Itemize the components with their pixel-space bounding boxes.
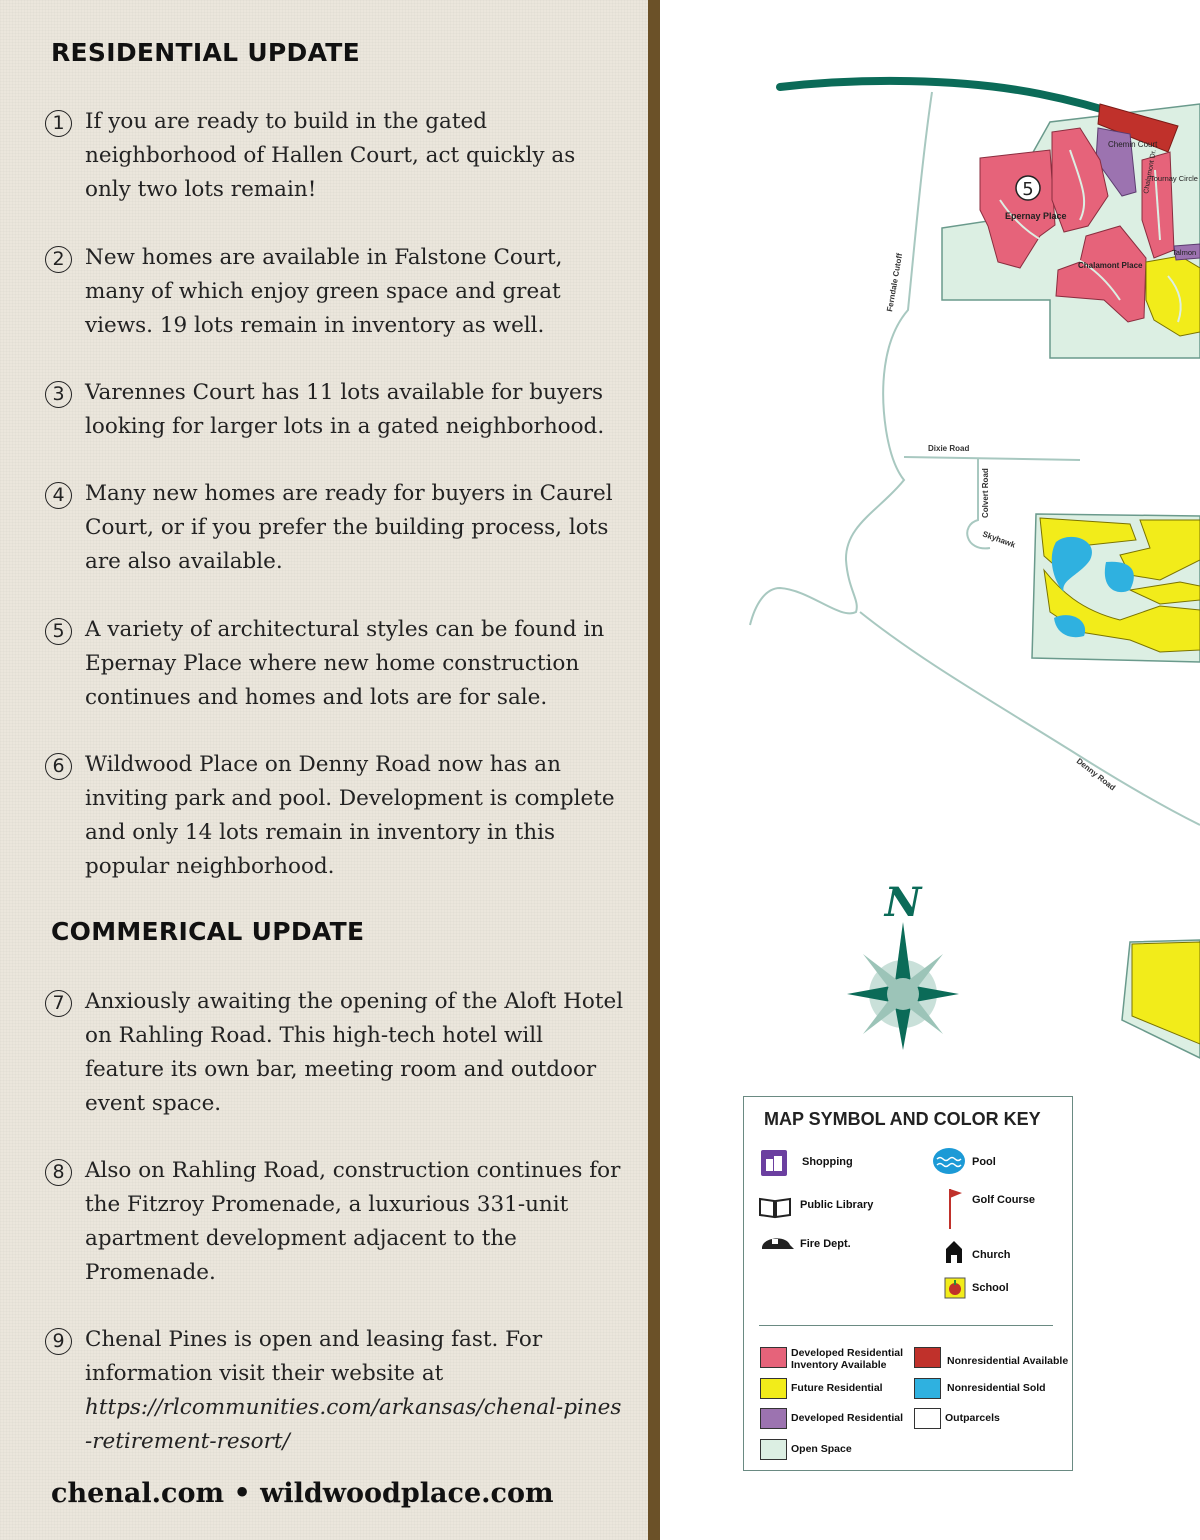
chalamont-drive-label: Chalamont Dr. <box>1143 149 1158 195</box>
school-icon <box>944 1277 966 1299</box>
map-key <box>743 1096 1073 1471</box>
list-item <box>45 105 625 207</box>
swatch-outparcels <box>914 1408 941 1429</box>
item-number-6: 6 <box>45 753 72 780</box>
library-icon <box>758 1195 792 1219</box>
developed-residential-label: Developed Residential <box>791 1412 904 1424</box>
chemin-court-label: Chemin Court <box>1108 140 1158 149</box>
list-item <box>45 376 625 444</box>
website-link[interactable]: https://rlcommunities.com/arkansas/chenal-pines-retirement-resort/ <box>85 1395 622 1454</box>
key-title: MAP SYMBOL AND COLOR KEY <box>764 1109 1041 1129</box>
swatch-developed-inventory <box>760 1347 787 1368</box>
open-space-label: Open Space <box>791 1443 852 1455</box>
list-item <box>45 241 625 343</box>
fire-helmet-icon <box>760 1233 796 1253</box>
talmont-label: Talmon <box>1172 248 1197 257</box>
chalamont-place-label: Chalamont Place <box>1078 261 1143 270</box>
church-label: Church <box>972 1249 1011 1261</box>
item-text: A variety of architectural styles can be found in Epernay Place where new home construction continues and homes and lots are for sale. <box>85 617 605 710</box>
pool-label: Pool <box>972 1156 996 1168</box>
shopping-icon <box>760 1149 788 1177</box>
swatch-developed-residential <box>760 1408 787 1429</box>
item-number-3: 3 <box>45 381 72 408</box>
school-label: School <box>972 1282 1009 1294</box>
developed-inventory-label: Developed Residential Inventory Available <box>791 1347 904 1371</box>
list-item <box>45 1323 625 1459</box>
list-item <box>45 1154 625 1290</box>
compass-rose <box>847 922 959 1050</box>
marker-5-label: 5 <box>1022 179 1034 200</box>
ferndale-cutoff-road <box>750 92 932 625</box>
item-number-7: 7 <box>45 990 72 1017</box>
fire-label: Fire Dept. <box>800 1238 851 1250</box>
shopping-label: Shopping <box>802 1156 853 1168</box>
tournay-circle-label: Tournay Circle <box>1150 174 1198 183</box>
key-divider <box>759 1325 1053 1326</box>
item-text-body: Chenal Pines is open and leasing fast. For information visit their website at <box>85 1327 543 1386</box>
golf-label: Golf Course <box>972 1194 1035 1206</box>
nonresidential-available-label: Nonresidential Available <box>947 1355 1069 1367</box>
list-item <box>45 748 625 884</box>
colvert-road-label: Colvert Road <box>981 468 990 518</box>
item-text: Anxiously awaiting the opening of the Aloft Hotel on Rahling Road. This high-tech hotel will feature its own bar, meeting room and outdoor event space. <box>85 989 624 1116</box>
swatch-nonresidential-available <box>914 1347 941 1368</box>
item-number-2: 2 <box>45 246 72 273</box>
item-number-8: 8 <box>45 1159 72 1186</box>
swatch-nonresidential-sold <box>914 1378 941 1399</box>
swatch-future-residential <box>760 1378 787 1399</box>
list-item <box>45 985 625 1121</box>
item-number-9: 9 <box>45 1328 72 1355</box>
golf-flag-icon <box>938 1185 964 1231</box>
item-text: If you are ready to build in the gated neighborhood of Hallen Court, act quickly as only two lots remain! <box>85 109 576 202</box>
commercial-heading: COMMERICAL UPDATE <box>51 917 365 946</box>
skyhawk-label: Skyhawk <box>981 529 1017 550</box>
dixie-road <box>904 457 1080 460</box>
item-text: Also on Rahling Road, construction continues for the Fitzroy Promenade, a luxurious 331-unit apartment development adjacent to the Promenade. <box>85 1158 621 1285</box>
item-text <box>85 1323 625 1459</box>
list-item <box>45 613 625 715</box>
denny-road-label: Denny Road <box>1074 756 1118 793</box>
pool-icon <box>932 1147 966 1175</box>
future-residential-label: Future Residential <box>791 1382 883 1394</box>
nonresidential-sold-label: Nonresidential Sold <box>947 1382 1046 1394</box>
item-text: Varennes Court has 11 lots available for buyers looking for larger lots in a gated neighborhood. <box>85 380 605 439</box>
item-number-5: 5 <box>45 618 72 645</box>
item-number-1: 1 <box>45 110 72 137</box>
epernay-place-label: Epernay Place <box>1005 211 1067 221</box>
ferndale-cutoff-label: Ferndale Cutoff <box>885 252 905 313</box>
swatch-open-space <box>760 1439 787 1460</box>
item-number-4: 4 <box>45 482 72 509</box>
residential-heading: RESIDENTIAL UPDATE <box>51 38 361 67</box>
footer-websites[interactable]: chenal.com • wildwoodplace.com <box>51 1478 554 1509</box>
church-icon <box>944 1239 964 1265</box>
outparcels-label: Outparcels <box>945 1412 1000 1424</box>
item-text: Many new homes are ready for buyers in Caurel Court, or if you prefer the building process, lots are also available. <box>85 481 613 574</box>
library-label: Public Library <box>800 1199 874 1211</box>
panel-divider <box>648 0 660 1540</box>
dixie-road-label: Dixie Road <box>928 444 970 453</box>
item-text: New homes are available in Falstone Court, many of which enjoy green space and great views. 19 lots remain in inventory as well. <box>85 245 563 338</box>
north-label: N <box>884 879 922 926</box>
list-item <box>45 477 625 579</box>
item-text: Wildwood Place on Denny Road now has an inviting park and pool. Development is complete and only 14 lots remain in inventory in this popular neighborhood. <box>85 752 615 879</box>
